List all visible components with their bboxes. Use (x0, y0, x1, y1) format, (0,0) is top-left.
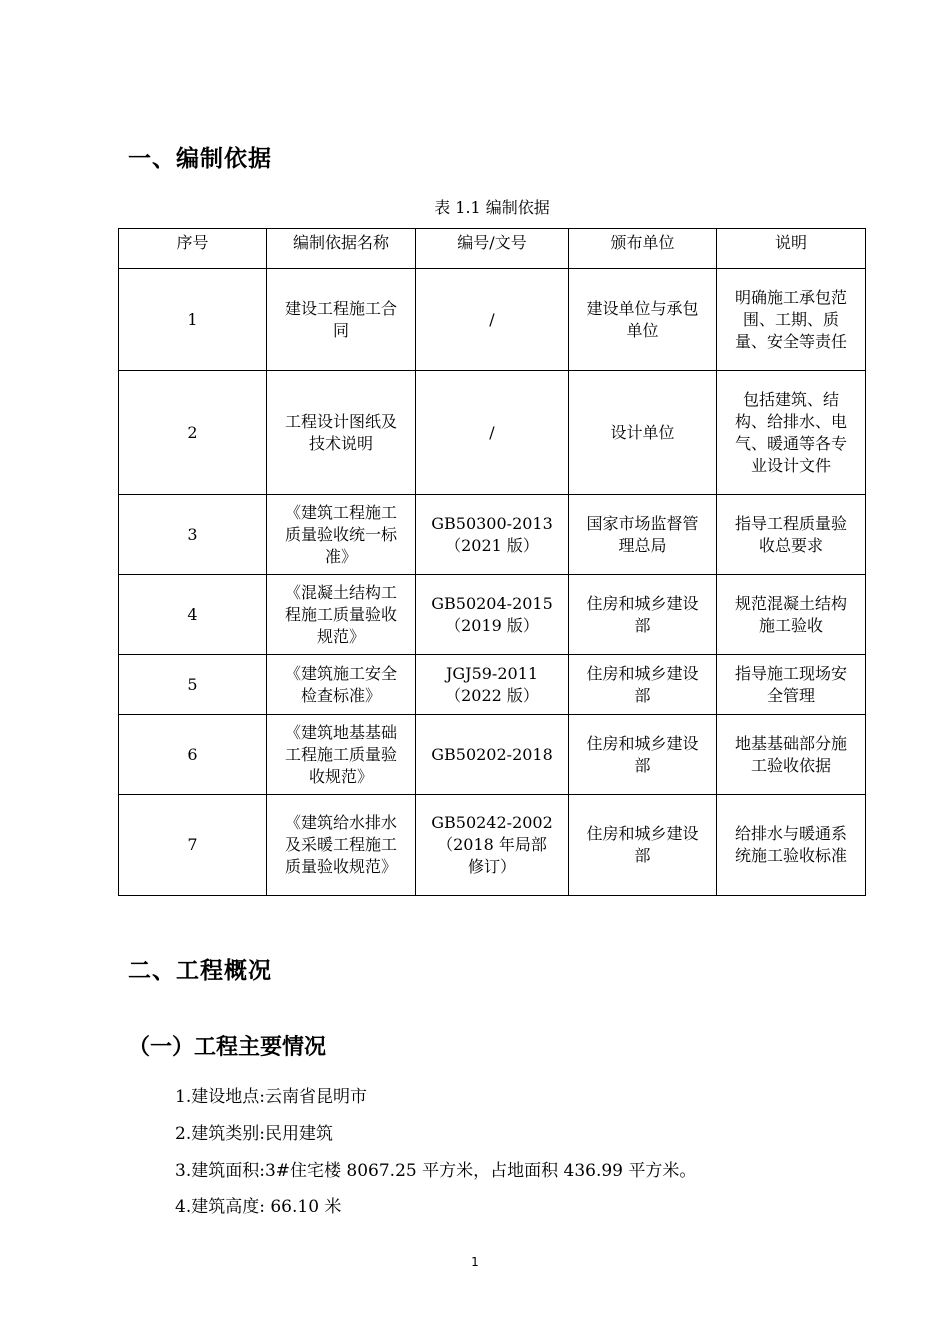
cell-name: 《建筑给水排水及采暖工程施工质量验收规范》 (267, 795, 416, 896)
section-heading-overview: 二、工程概况 (128, 958, 272, 984)
cell-index: 3 (119, 495, 267, 575)
cell-code: GB50204-2015（2019 版） (416, 575, 569, 655)
cell-note: 规范混凝土结构施工验收 (717, 575, 866, 655)
cell-code: GB50300-2013（2021 版） (416, 495, 569, 575)
cell-index: 4 (119, 575, 267, 655)
cell-index: 2 (119, 371, 267, 495)
header-name: 编制依据名称 (267, 229, 416, 269)
table-row (119, 575, 866, 655)
cell-note: 指导工程质量验收总要求 (717, 495, 866, 575)
cell-note: 给排水与暖通系统施工验收标准 (717, 795, 866, 896)
header-code: 编号/文号 (416, 229, 569, 269)
cell-name: 《建筑施工安全检查标准》 (267, 655, 416, 715)
cell-note: 地基基础部分施工验收依据 (717, 715, 866, 795)
table-row (119, 655, 866, 715)
cell-issuer: 设计单位 (569, 371, 717, 495)
list-item: 2.建筑类别:民用建筑 (175, 1124, 333, 1144)
cell-code: / (416, 371, 569, 495)
cell-issuer: 建设单位与承包单位 (569, 269, 717, 371)
table-header-row (119, 229, 866, 269)
cell-code: / (416, 269, 569, 371)
list-item: 3.建筑面积:3#住宅楼 8067.25 平方米，占地面积 436.99 平方米。 (175, 1161, 697, 1181)
list-item: 4.建筑高度: 66.10 米 (175, 1197, 342, 1217)
table-row (119, 495, 866, 575)
cell-name: 《混凝土结构工程施工质量验收规范》 (267, 575, 416, 655)
header-issuer: 颁布单位 (569, 229, 717, 269)
cell-issuer: 国家市场监督管理总局 (569, 495, 717, 575)
cell-index: 6 (119, 715, 267, 795)
table-row (119, 371, 866, 495)
cell-name: 建设工程施工合同 (267, 269, 416, 371)
table-row (119, 795, 866, 896)
cell-note: 指导施工现场安全管理 (717, 655, 866, 715)
cell-name: 工程设计图纸及技术说明 (267, 371, 416, 495)
cell-issuer: 住房和城乡建设部 (569, 795, 717, 896)
header-index: 序号 (119, 229, 267, 269)
cell-code: GB50202-2018 (416, 715, 569, 795)
cell-issuer: 住房和城乡建设部 (569, 655, 717, 715)
header-note: 说明 (717, 229, 866, 269)
table-row (119, 269, 866, 371)
table-caption: 表 1.1 编制依据 (434, 198, 550, 217)
cell-note: 包括建筑、结构、给排水、电气、暖通等各专业设计文件 (717, 371, 866, 495)
section-heading-basis: 一、编制依据 (128, 146, 272, 172)
cell-issuer: 住房和城乡建设部 (569, 575, 717, 655)
basis-table (118, 228, 866, 896)
cell-name: 《建筑地基基础工程施工质量验收规范》 (267, 715, 416, 795)
cell-index: 5 (119, 655, 267, 715)
cell-name: 《建筑工程施工质量验收统一标准》 (267, 495, 416, 575)
page-number: 1 (471, 1255, 479, 1269)
cell-index: 1 (119, 269, 267, 371)
cell-code: JGJ59-2011（2022 版） (416, 655, 569, 715)
list-item: 1.建设地点:云南省昆明市 (175, 1087, 367, 1107)
cell-code: GB50242-2002（2018 年局部修订） (416, 795, 569, 896)
cell-index: 7 (119, 795, 267, 896)
table-row (119, 715, 866, 795)
subsection-heading-main-info: （一）工程主要情况 (128, 1035, 327, 1060)
cell-issuer: 住房和城乡建设部 (569, 715, 717, 795)
cell-note: 明确施工承包范围、工期、质量、安全等责任 (717, 269, 866, 371)
